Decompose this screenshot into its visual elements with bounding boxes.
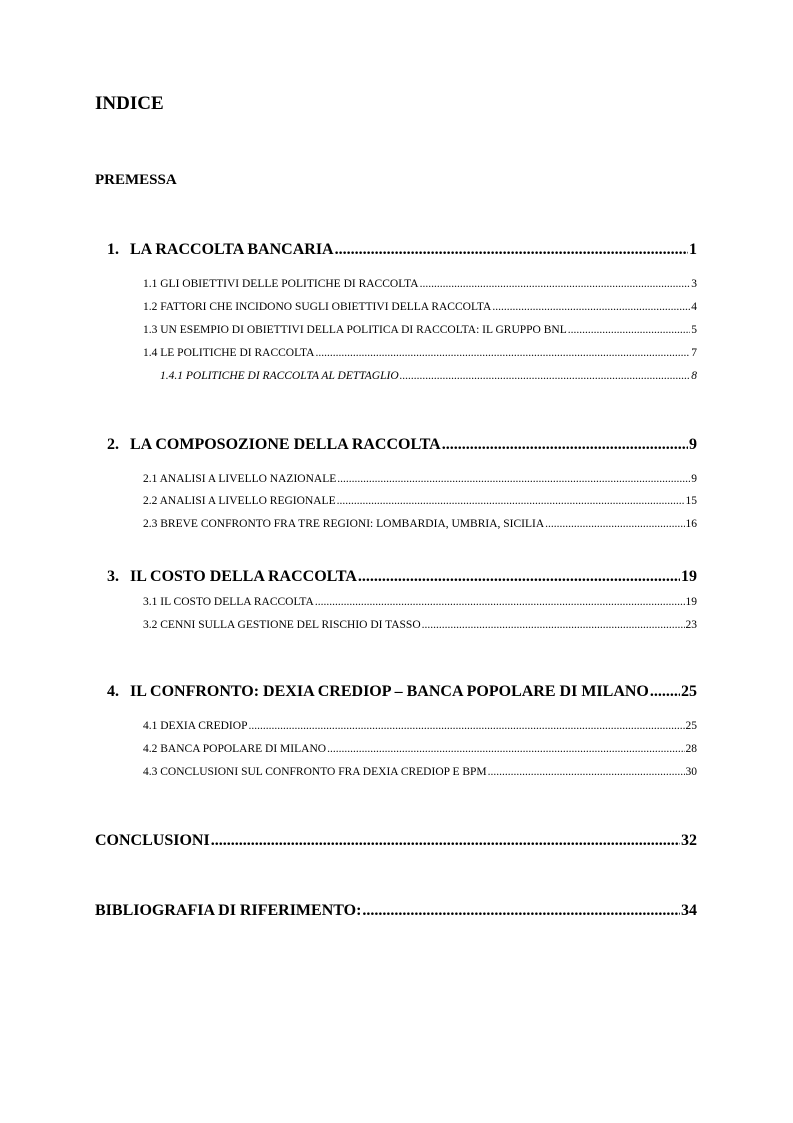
toc-entry [143, 495, 697, 509]
page-number: 9 [691, 473, 697, 485]
dot-leader [335, 241, 688, 259]
toc-premessa: PREMESSA [95, 172, 177, 188]
toc-entry [143, 743, 697, 757]
entry-title: 4.2 BANCA POPOLARE DI MILANO [143, 743, 327, 755]
dot-leader [337, 473, 690, 485]
entry-title: 2.1 ANALISI A LIVELLO NAZIONALE [143, 473, 337, 485]
dot-leader [358, 568, 680, 586]
page-number: 9 [689, 436, 697, 453]
dot-leader [248, 720, 684, 732]
toc-entry [160, 370, 697, 384]
entry-title: 4.3 CONCLUSIONI SUL CONFRONTO FRA DEXIA CREDIOP E BPM [143, 766, 487, 778]
entry-title: 2.2 ANALISI A LIVELLO REGIONALE [143, 495, 336, 507]
chapter-number: 1. [107, 241, 119, 258]
chapter-title: LA COMPOSOZIONE DELLA RACCOLTA [130, 436, 441, 453]
page-number: 5 [691, 324, 697, 336]
toc-entry [143, 766, 697, 780]
dot-leader [327, 743, 684, 755]
toc-entry [143, 596, 697, 610]
chapter-number: 4. [107, 683, 119, 700]
dot-leader [488, 766, 685, 778]
entry-title: 1.4.1 POLITICHE DI RACCOLTA AL DETTAGLIO [160, 370, 399, 382]
toc-entry [143, 720, 697, 734]
dot-leader [442, 436, 688, 454]
entry-title: 1.1 GLI OBIETTIVI DELLE POLITICHE DI RACCOLTA [143, 278, 419, 290]
toc-entry [143, 473, 697, 487]
toc-entry [143, 278, 697, 292]
entry-title: 3.2 CENNI SULLA GESTIONE DEL RISCHIO DI TASSO [143, 619, 421, 631]
page-number: 1 [689, 241, 697, 258]
page-number: 32 [681, 832, 697, 849]
page-number: 28 [685, 743, 697, 755]
dot-leader [211, 832, 680, 850]
dot-leader [650, 683, 680, 701]
dot-leader [315, 347, 690, 359]
entry-title: 1.3 UN ESEMPIO DI OBIETTIVI DELLA POLITICA DI RACCOLTA: IL GRUPPO BNL [143, 324, 567, 336]
dot-leader [545, 518, 684, 530]
page-number: 34 [681, 902, 697, 919]
entry-title: CONCLUSIONI [95, 832, 210, 849]
entry-title: 1.2 FATTORI CHE INCIDONO SUGLI OBIETTIVI DELLA RACCOLTA [143, 301, 492, 313]
chapter-number: 3. [107, 568, 119, 585]
toc-chapter-2 [107, 436, 697, 456]
chapter-title: IL CONFRONTO: DEXIA CREDIOP – BANCA POPOLARE DI MILANO [130, 683, 649, 700]
page-number: 23 [685, 619, 697, 631]
dot-leader [420, 278, 691, 290]
dot-leader [400, 370, 691, 382]
dot-leader [337, 495, 685, 507]
dot-leader [422, 619, 685, 631]
page-number: 16 [685, 518, 697, 530]
toc-bibliografia [95, 902, 697, 922]
entry-title: BIBLIOGRAFIA DI RIFERIMENTO: [95, 902, 362, 919]
page-number: 4 [691, 301, 697, 313]
chapter-title: LA RACCOLTA BANCARIA [130, 241, 334, 258]
page-title: INDICE [95, 93, 164, 114]
entry-title: 1.4 LE POLITICHE DI RACCOLTA [143, 347, 315, 359]
page-number: 8 [691, 370, 697, 382]
toc-conclusioni [95, 832, 697, 852]
page-number: 15 [685, 495, 697, 507]
dot-leader [568, 324, 691, 336]
toc-chapter-4 [107, 683, 697, 703]
toc-entry [143, 347, 697, 361]
entry-title: 2.3 BREVE CONFRONTO FRA TRE REGIONI: LOMBARDIA, UMBRIA, SICILIA [143, 518, 545, 530]
page-number: 19 [681, 568, 697, 585]
page-number: 3 [691, 278, 697, 290]
page-number: 7 [691, 347, 697, 359]
dot-leader [362, 902, 680, 920]
toc-entry [143, 518, 697, 532]
toc-chapter-3 [107, 568, 697, 588]
chapter-title: IL COSTO DELLA RACCOLTA [130, 568, 357, 585]
toc-entry [143, 324, 697, 338]
chapter-number: 2. [107, 436, 119, 453]
dot-leader [492, 301, 690, 313]
toc-chapter-1 [107, 241, 697, 261]
entry-title: 3.1 IL COSTO DELLA RACCOLTA [143, 596, 314, 608]
page-number: 25 [681, 683, 697, 700]
page-number: 25 [685, 720, 697, 732]
toc-entry [143, 619, 697, 633]
page-number: 30 [685, 766, 697, 778]
page-number: 19 [685, 596, 697, 608]
toc-entry [143, 301, 697, 315]
dot-leader [315, 596, 685, 608]
entry-title: 4.1 DEXIA CREDIOP [143, 720, 248, 732]
